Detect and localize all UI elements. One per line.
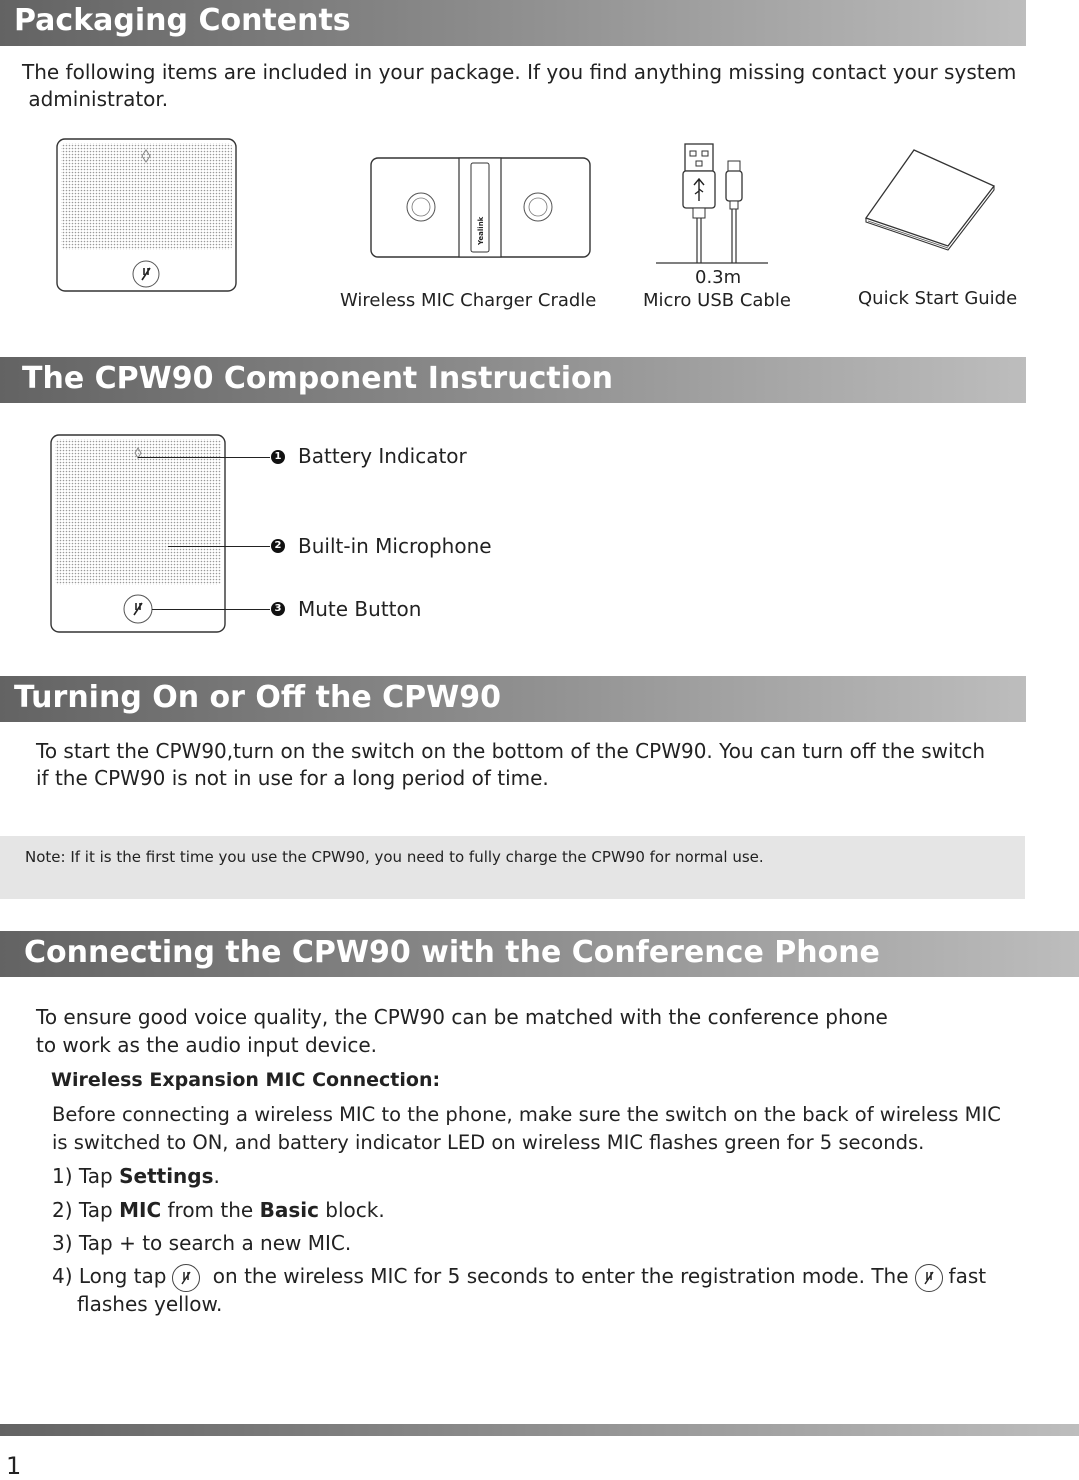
page-number: 1 (6, 1452, 22, 1480)
callout-line-mute (152, 609, 270, 610)
section-header-components (0, 357, 1026, 403)
subheading-wireless-mic: Wireless Expansion MIC Connection: (51, 1069, 441, 1091)
footer-bar (0, 1424, 1079, 1436)
step-4-line2: flashes yellow. (77, 1292, 223, 1316)
packaging-intro-line1: The following items are included in your package. If you find anything missing contact your system (22, 60, 1017, 84)
cpw90-component-diagram (50, 434, 228, 634)
section-header-packaging (0, 0, 1026, 46)
connecting-para-line2: is switched to ON, and battery indicator LED on wireless MIC flashes green for 5 seconds. (52, 1131, 925, 1154)
section-title: Packaging Contents (14, 3, 351, 38)
callout-number: 1 (271, 450, 285, 464)
usb-cable-illustration (656, 143, 768, 265)
callout-line-microphone (168, 546, 270, 547)
connecting-intro-line2: to work as the audio input device. (36, 1033, 378, 1057)
connecting-para-line1: Before connecting a wireless MIC to the phone, make sure the switch on the back of wireless MIC (52, 1103, 1001, 1126)
section-title: The CPW90 Component Instruction (22, 361, 613, 396)
charger-cradle-illustration (370, 157, 592, 259)
cable-length: 0.3m (695, 267, 742, 288)
callout-line-battery (138, 457, 270, 458)
basic-label: Basic (259, 1198, 319, 1222)
callout-label-microphone: Built-in Microphone (298, 534, 492, 558)
microphone-mute-icon (172, 1264, 200, 1292)
guide-caption: Quick Start Guide (858, 288, 1018, 309)
section-title: Turning On or Off the CPW90 (14, 680, 501, 715)
cradle-brand: Yealink (477, 216, 485, 245)
callout-number: 3 (271, 602, 285, 616)
connecting-intro-line1: To ensure good voice quality, the CPW90 can be matched with the conference phone (36, 1005, 888, 1029)
step-2: 2) Tap MIC from the Basic block. (52, 1198, 385, 1222)
note-text: : If it is the first time you use the CPW90, you need to fully charge the CPW90 for normal use. (60, 848, 764, 866)
cradle-caption: Wireless MIC Charger Cradle (340, 290, 597, 311)
callout-label-mute: Mute Button (298, 597, 422, 621)
power-line2: if the CPW90 is not in use for a long period of time. (36, 766, 549, 790)
section-title: Connecting the CPW90 with the Conference Phone (24, 935, 880, 970)
section-header-connecting (0, 931, 1079, 977)
step-3: 3) Tap + to search a new MIC. (52, 1231, 352, 1255)
quick-start-guide-illustration (862, 148, 998, 252)
settings-label: Settings (119, 1164, 214, 1188)
note-label: Note (25, 848, 61, 866)
mic-label: MIC (119, 1198, 162, 1222)
cpw90-device-illustration (56, 138, 238, 294)
step-4: 4) Long tap on the wireless MIC for 5 seconds to enter the registration mode. The fast (52, 1263, 986, 1292)
packaging-intro-line2: administrator. (22, 87, 169, 111)
callout-number: 2 (271, 539, 285, 553)
power-line1: To start the CPW90,turn on the switch on the bottom of the CPW90. You can turn off the switch (36, 739, 986, 763)
microphone-mute-icon (915, 1264, 943, 1292)
callout-label-battery: Battery Indicator (298, 444, 467, 468)
section-header-power (0, 676, 1026, 722)
cable-caption: Micro USB Cable (643, 290, 791, 311)
step-1: 1) Tap Settings. (52, 1164, 220, 1188)
note-box (0, 836, 1025, 899)
